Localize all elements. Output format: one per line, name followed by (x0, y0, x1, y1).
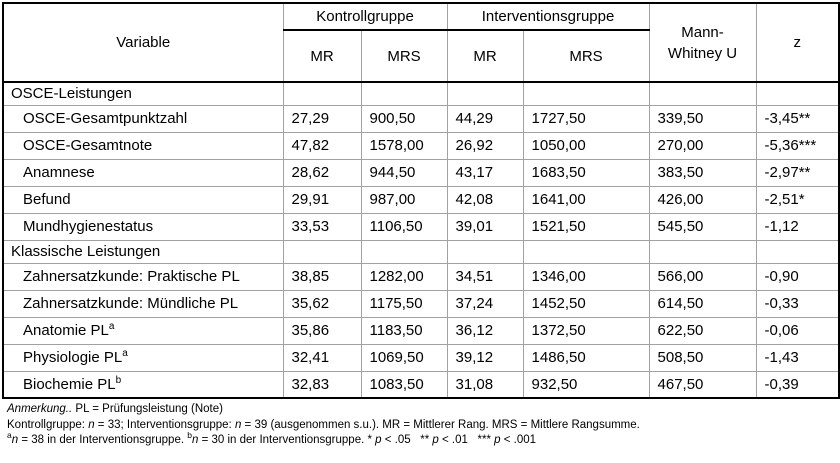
interventionsgruppe-mr-value: 26,92 (447, 132, 523, 159)
mann-whitney-u-value: 467,50 (649, 371, 756, 398)
interventionsgruppe-mr-value: 39,01 (447, 213, 523, 240)
mann-whitney-u-value: 614,50 (649, 290, 756, 317)
interventionsgruppe-mr-value: 43,17 (447, 159, 523, 186)
column-header-mr-interventionsgruppe: MR (447, 30, 523, 82)
note-segment: p (375, 434, 382, 446)
interventionsgruppe-mrs-value: 1346,00 (523, 263, 649, 290)
column-header-mrs-kontrollgruppe: MRS (361, 30, 447, 82)
row-label: Zahnersatzkunde: Mündliche PL (3, 290, 283, 317)
mann-whitney-u-value: 545,50 (649, 213, 756, 240)
mann-whitney-u-value: 622,50 (649, 317, 756, 344)
mann-whitney-label-line1: Mann- (681, 23, 724, 41)
interventionsgruppe-mr-value: 44,29 (447, 105, 523, 132)
section-header-row (3, 240, 839, 263)
table-header (3, 3, 839, 82)
empty-cell (649, 240, 756, 263)
mann-whitney-label-line2: Whitney U (667, 44, 738, 62)
kontrollgruppe-mrs-value: 1578,00 (361, 132, 447, 159)
kontrollgruppe-mrs-value: 1069,50 (361, 344, 447, 371)
section-title: Klassische Leistungen (3, 240, 283, 263)
table-row (3, 186, 839, 213)
table-row (3, 344, 839, 371)
kontrollgruppe-mr-value: 32,41 (283, 344, 361, 371)
empty-cell (756, 82, 839, 105)
z-value: -2,51* (756, 186, 839, 213)
note-segment: = 33; Interventionsgruppe: (94, 418, 235, 431)
table-row (3, 317, 839, 344)
header-spanner-row (3, 3, 839, 30)
note-segment: p (494, 434, 501, 446)
note-segment: b (187, 430, 192, 441)
interventionsgruppe-mr-value: 42,08 (447, 186, 523, 213)
note-line (7, 402, 840, 418)
kontrollgruppe-mrs-value: 1183,50 (361, 317, 447, 344)
interventionsgruppe-mr-value: 36,12 (447, 317, 523, 344)
interventionsgruppe-mrs-value: 1372,50 (523, 317, 649, 344)
interventionsgruppe-mrs-value: 1641,00 (523, 186, 649, 213)
row-label: Mundhygienestatus (3, 213, 283, 240)
empty-cell (523, 82, 649, 105)
table-body (3, 82, 839, 398)
mann-whitney-u-value: 426,00 (649, 186, 756, 213)
note-segment: = 30 in der Interventionsgruppe. * (198, 434, 376, 446)
table-notes (2, 399, 840, 449)
table-row (3, 263, 839, 290)
column-header-mann-whitney-u (649, 3, 756, 82)
row-label: Physiologie $PL^a$ (3, 344, 283, 371)
row-label: OSCE-Gesamtnote (3, 132, 283, 159)
column-header-interventionsgruppe: Interventionsgruppe (447, 3, 649, 30)
note-segment: < .01 *** (438, 434, 495, 446)
note-line (7, 430, 840, 449)
note-segment: PL = Prüfungsleistung (Note) (72, 403, 223, 415)
interventionsgruppe-mrs-value: 1521,50 (523, 213, 649, 240)
empty-cell (756, 240, 839, 263)
z-value: -5,36*** (756, 132, 839, 159)
column-header-variable: Variable (3, 3, 283, 82)
z-value: -0,33 (756, 290, 839, 317)
note-segment: = 38 in der Interventionsgruppe. (18, 434, 188, 446)
kontrollgruppe-mr-value: 33,53 (283, 213, 361, 240)
note-segment: = 39 (ausgenommen s.u.). MR = Mittlerer Rang. MRS = Mittlere Rangsumme. (241, 418, 640, 431)
interventionsgruppe-mrs-value: 1452,50 (523, 290, 649, 317)
column-header-kontrollgruppe: Kontrollgruppe (283, 3, 447, 30)
note-segment: n (88, 418, 95, 431)
note-segment: a (7, 430, 12, 441)
kontrollgruppe-mrs-value: 1106,50 (361, 213, 447, 240)
table-row (3, 371, 839, 398)
table-row (3, 213, 839, 240)
interventionsgruppe-mrs-value: 932,50 (523, 371, 649, 398)
kontrollgruppe-mrs-value: 1175,50 (361, 290, 447, 317)
empty-cell (649, 82, 756, 105)
table-row (3, 159, 839, 186)
interventionsgruppe-mr-value: 37,24 (447, 290, 523, 317)
empty-cell (283, 240, 361, 263)
mann-whitney-u-value: 270,00 (649, 132, 756, 159)
interventionsgruppe-mrs-value: 1050,00 (523, 132, 649, 159)
mann-whitney-u-value: 383,50 (649, 159, 756, 186)
row-label: Anamnese (3, 159, 283, 186)
column-header-mrs-interventionsgruppe: MRS (523, 30, 649, 82)
column-header-z: z (756, 3, 839, 82)
interventionsgruppe-mrs-value: 1486,50 (523, 344, 649, 371)
z-value: -0,39 (756, 371, 839, 398)
table-row (3, 105, 839, 132)
note-line (7, 418, 840, 434)
row-label: Befund (3, 186, 283, 213)
note-segment: < .001 (500, 434, 537, 446)
kontrollgruppe-mrs-value: 944,50 (361, 159, 447, 186)
footnote-marker: a (122, 348, 128, 359)
mann-whitney-u-value: 566,00 (649, 263, 756, 290)
z-value: -3,45** (756, 105, 839, 132)
row-label: Biochemie $PL^b$ (3, 371, 283, 398)
row-label: Zahnersatzkunde: Praktische PL (3, 263, 283, 290)
interventionsgruppe-mrs-value: 1683,50 (523, 159, 649, 186)
empty-cell (523, 240, 649, 263)
mann-whitney-results-table (2, 2, 840, 399)
empty-cell (361, 240, 447, 263)
kontrollgruppe-mrs-value: 1282,00 (361, 263, 447, 290)
row-label: Anatomie $PL^a$ (3, 317, 283, 344)
interventionsgruppe-mrs-value: 1727,50 (523, 105, 649, 132)
mann-whitney-u-value: 508,50 (649, 344, 756, 371)
note-segment: n (191, 434, 199, 446)
kontrollgruppe-mr-value: 29,91 (283, 186, 361, 213)
kontrollgruppe-mr-value: 32,83 (283, 371, 361, 398)
interventionsgruppe-mr-value: 31,08 (447, 371, 523, 398)
mann-whitney-u-value: 339,50 (649, 105, 756, 132)
footnote-marker: a (108, 321, 115, 332)
kontrollgruppe-mrs-value: 1083,50 (361, 371, 447, 398)
empty-cell (361, 82, 447, 105)
empty-cell (447, 240, 523, 263)
section-header-row (3, 82, 839, 105)
note-segment: < .05 ** (381, 434, 433, 446)
kontrollgruppe-mrs-value: 900,50 (361, 105, 447, 132)
section-title: OSCE-Leistungen (3, 82, 283, 105)
kontrollgruppe-mr-value: 35,86 (283, 317, 361, 344)
z-value: -0,90 (756, 263, 839, 290)
note-segment: n (234, 418, 242, 431)
interventionsgruppe-mr-value: 39,12 (447, 344, 523, 371)
kontrollgruppe-mr-value: 47,82 (283, 132, 361, 159)
note-segment: Kontrollgruppe: (7, 418, 89, 431)
z-value: -2,97** (756, 159, 839, 186)
z-value: -1,43 (756, 344, 839, 371)
row-label: OSCE-Gesamtpunktzahl (3, 105, 283, 132)
table-row (3, 290, 839, 317)
kontrollgruppe-mr-value: 35,62 (283, 290, 361, 317)
table-row (3, 132, 839, 159)
kontrollgruppe-mrs-value: 987,00 (361, 186, 447, 213)
footnote-marker: b (115, 374, 122, 386)
interventionsgruppe-mr-value: 34,51 (447, 263, 523, 290)
column-header-mr-kontrollgruppe: MR (283, 30, 361, 82)
kontrollgruppe-mr-value: 28,62 (283, 159, 361, 186)
kontrollgruppe-mr-value: 27,29 (283, 105, 361, 132)
note-segment: n (11, 434, 19, 446)
empty-cell (447, 82, 523, 105)
kontrollgruppe-mr-value: 38,85 (283, 263, 361, 290)
note-segment: p (432, 434, 439, 446)
note-segment: Anmerkung.. (7, 403, 73, 415)
z-value: -1,12 (756, 213, 839, 240)
empty-cell (283, 82, 361, 105)
z-value: -0,06 (756, 317, 839, 344)
